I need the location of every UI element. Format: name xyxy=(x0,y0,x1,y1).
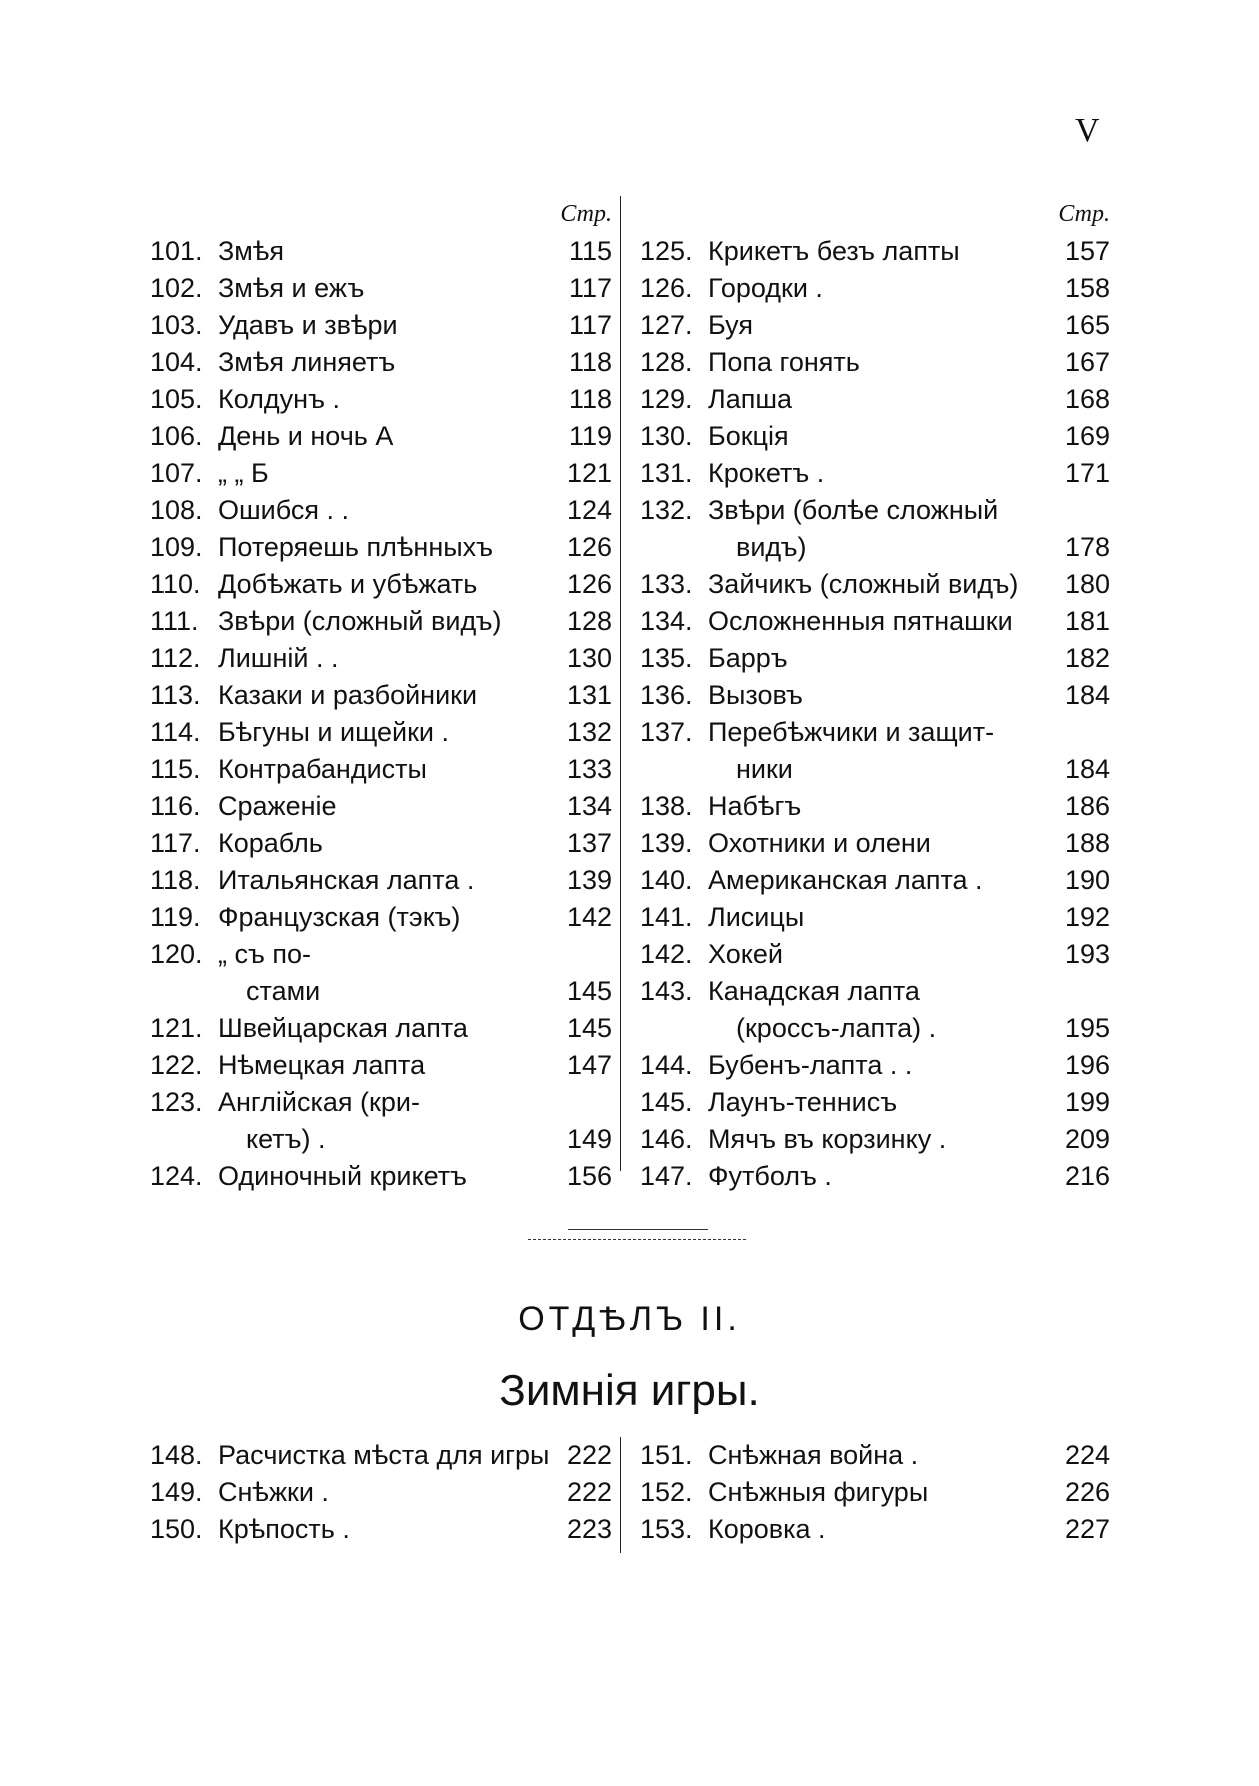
ornament-rule-top xyxy=(568,1229,708,1230)
entry-title: Городки . xyxy=(708,273,823,303)
entry-title: Удавъ и звѣри xyxy=(218,310,398,340)
entry-title: Бубенъ-лапта . . xyxy=(708,1050,913,1080)
entry-page: 196 xyxy=(1064,1050,1110,1080)
toc-entry xyxy=(150,381,612,418)
entry-title: Мячъ въ корзинку . xyxy=(708,1124,947,1154)
toc-entry xyxy=(150,603,612,640)
toc-entry xyxy=(150,233,612,270)
entry-number xyxy=(150,973,218,1010)
entry-number: 126. xyxy=(640,273,693,303)
toc-entry xyxy=(640,788,1110,825)
entry-title: стами xyxy=(246,976,321,1006)
toc-entry xyxy=(640,825,1110,862)
entry-number: 113. xyxy=(150,680,201,710)
toc-entry xyxy=(640,1084,1110,1121)
entry-title: Перебѣжчики и защит- xyxy=(708,717,995,747)
toc-entry xyxy=(150,899,612,936)
toc-entry xyxy=(640,751,1110,788)
entry-number: 141. xyxy=(640,902,693,932)
entry-number: 110. xyxy=(150,569,201,599)
entry-page xyxy=(1052,714,1110,751)
entry-number: 146. xyxy=(640,1124,693,1154)
toc-list-left xyxy=(150,233,612,1195)
entry-title: Потеряешь плѣнныхъ xyxy=(218,532,494,562)
entry-page: 165 xyxy=(1064,310,1110,340)
entry-number: 127. xyxy=(640,310,693,340)
toc-entry xyxy=(150,344,612,381)
entry-number: 129. xyxy=(640,384,693,414)
entry-number: 104. xyxy=(150,347,203,377)
toc-entry xyxy=(150,566,612,603)
entry-number: 125. xyxy=(640,236,693,266)
entry-title: Осложненныя пятнашки xyxy=(708,606,1013,636)
entry-title: „ „ Б xyxy=(218,458,269,488)
entry-number: 112. xyxy=(150,643,201,673)
entry-number: 145. xyxy=(640,1087,693,1117)
toc-entry xyxy=(150,714,612,751)
entry-number: 131. xyxy=(640,458,693,488)
toc-entry xyxy=(150,529,612,566)
entry-number: 101. xyxy=(150,236,203,266)
section-title: Зимнія игры. xyxy=(499,1366,760,1415)
toc-entry xyxy=(640,270,1110,307)
entry-number: 149. xyxy=(150,1477,203,1507)
toc-entry xyxy=(640,492,1110,529)
entry-title: Крѣпость . xyxy=(218,1514,350,1544)
entry-number: 140. xyxy=(640,865,693,895)
toc-entry xyxy=(150,973,612,1010)
entry-number: 103. xyxy=(150,310,203,340)
toc-entry xyxy=(150,825,612,862)
entry-page: 121 xyxy=(566,458,612,488)
entry-page xyxy=(554,1084,612,1121)
toc-entry xyxy=(640,418,1110,455)
entry-page: 184 xyxy=(1064,754,1110,784)
entry-number: 144. xyxy=(640,1050,693,1080)
entry-title: Снѣжная война . xyxy=(708,1440,919,1470)
entry-title: Сраженіе xyxy=(218,791,337,821)
entry-number: 134. xyxy=(640,606,693,636)
entry-title: Контрабандисты xyxy=(218,754,427,784)
toc-entry xyxy=(640,1010,1110,1047)
entry-page: 157 xyxy=(1064,236,1110,266)
winter-column-divider xyxy=(620,1437,621,1553)
entry-title: Лишній . . xyxy=(218,643,339,673)
winter-column-left xyxy=(150,1437,612,1548)
entry-number: 136. xyxy=(640,680,693,710)
entry-title: „ съ по- xyxy=(218,939,311,969)
entry-title: Расчистка мѣста для игры xyxy=(218,1440,550,1470)
entry-page: 227 xyxy=(1064,1514,1110,1544)
entry-page: 117 xyxy=(568,273,612,303)
entry-number xyxy=(640,529,708,566)
toc-entry xyxy=(150,640,612,677)
toc-entry xyxy=(640,936,1110,973)
entry-page: 199 xyxy=(1064,1087,1110,1117)
entry-number: 105. xyxy=(150,384,203,414)
winter-list-right xyxy=(640,1437,1110,1548)
toc-entry xyxy=(150,492,612,529)
entry-page: 115 xyxy=(568,236,612,266)
entry-page: 224 xyxy=(1064,1440,1110,1470)
entry-page: 193 xyxy=(1064,939,1110,969)
toc-entry xyxy=(150,788,612,825)
toc-entry xyxy=(640,973,1110,1010)
entry-page: 190 xyxy=(1064,865,1110,895)
entry-title: Французская (тэкъ) xyxy=(218,902,461,932)
entry-page: 142 xyxy=(566,902,612,932)
entry-number: 109. xyxy=(150,532,203,562)
str-header: Стр. xyxy=(1058,201,1110,227)
entry-title: Снѣжки . xyxy=(218,1477,329,1507)
entry-page: 117 xyxy=(568,310,612,340)
toc-entry xyxy=(150,1511,612,1548)
entry-title: Зайчикъ (сложный видъ) xyxy=(708,569,1019,599)
entry-number: 133. xyxy=(640,569,693,599)
toc-entry xyxy=(150,1010,612,1047)
toc-entry xyxy=(640,1158,1110,1195)
entry-number: 114. xyxy=(150,717,201,747)
entry-page: 118 xyxy=(568,347,612,377)
entry-number xyxy=(150,1121,218,1158)
entry-page: 139 xyxy=(566,865,612,895)
entry-number: 153. xyxy=(640,1514,693,1544)
entry-title: Охотники и олени xyxy=(708,828,931,858)
toc-entry xyxy=(640,603,1110,640)
toc-entry xyxy=(640,677,1110,714)
toc-column-left xyxy=(150,196,612,1195)
toc-entry xyxy=(150,1158,612,1195)
entry-title: Хокей xyxy=(708,939,783,969)
toc-entry xyxy=(640,566,1110,603)
entry-number: 117. xyxy=(150,828,201,858)
entry-number: 121. xyxy=(150,1013,203,1043)
entry-number: 148. xyxy=(150,1440,203,1470)
entry-title: Англійская (кри- xyxy=(218,1087,420,1117)
entry-title: Итальянская лапта . xyxy=(218,865,475,895)
entry-number: 122. xyxy=(150,1050,203,1080)
entry-page: 133 xyxy=(566,754,612,784)
entry-number: 118. xyxy=(150,865,201,895)
toc-entry xyxy=(150,455,612,492)
entry-page xyxy=(554,936,612,973)
entry-page: 126 xyxy=(566,569,612,599)
entry-number: 124. xyxy=(150,1161,203,1191)
entry-title: Футболъ . xyxy=(708,1161,832,1191)
toc-entry xyxy=(150,1437,612,1474)
entry-page: 167 xyxy=(1064,347,1110,377)
entry-title: ники xyxy=(736,754,793,784)
entry-page: 134 xyxy=(566,791,612,821)
entry-page: 126 xyxy=(566,532,612,562)
entry-number: 130. xyxy=(640,421,693,451)
entry-page: 192 xyxy=(1064,902,1110,932)
toc-entry xyxy=(150,418,612,455)
entry-title: Американская лапта . xyxy=(708,865,983,895)
entry-page: 149 xyxy=(566,1124,612,1154)
entry-page: 223 xyxy=(566,1514,612,1544)
toc-entry xyxy=(640,1511,1110,1548)
toc-entry xyxy=(150,270,612,307)
entry-title: Вызовъ xyxy=(708,680,803,710)
entry-page: 130 xyxy=(566,643,612,673)
entry-page xyxy=(1052,973,1110,1010)
entry-number: 150. xyxy=(150,1514,203,1544)
toc-entry xyxy=(640,1121,1110,1158)
entry-title: Змѣя xyxy=(218,236,285,266)
entry-number: 123. xyxy=(150,1087,203,1117)
toc-entry xyxy=(640,344,1110,381)
toc-entry xyxy=(150,862,612,899)
toc-entry xyxy=(640,714,1110,751)
entry-number: 138. xyxy=(640,791,693,821)
entry-number: 132. xyxy=(640,495,693,525)
entry-number: 137. xyxy=(640,717,693,747)
entry-title: Барръ xyxy=(708,643,788,673)
toc-entry xyxy=(640,381,1110,418)
toc-entry xyxy=(640,1047,1110,1084)
entry-title: Канадская лапта xyxy=(708,976,920,1006)
entry-page: 182 xyxy=(1064,643,1110,673)
entry-number: 135. xyxy=(640,643,693,673)
entry-page: 118 xyxy=(568,384,612,414)
entry-page: 222 xyxy=(566,1477,612,1507)
entry-title: Лапша xyxy=(708,384,793,414)
entry-page: 188 xyxy=(1064,828,1110,858)
entry-number: 147. xyxy=(640,1161,693,1191)
entry-title: Бѣгуны и ищейки . xyxy=(218,717,450,747)
entry-page: 209 xyxy=(1064,1124,1110,1154)
toc-entry xyxy=(150,936,612,973)
entry-page: 145 xyxy=(566,976,612,1006)
entry-title: Казаки и разбойники xyxy=(218,680,478,710)
entry-title: Нѣмецкая лапта xyxy=(218,1050,426,1080)
entry-page: 169 xyxy=(1064,421,1110,451)
toc-entry xyxy=(150,307,612,344)
entry-title: Змѣя и ежъ xyxy=(218,273,365,303)
toc-entry xyxy=(640,1474,1110,1511)
entry-number: 120. xyxy=(150,939,203,969)
entry-page: 171 xyxy=(1064,458,1110,488)
entry-page: 178 xyxy=(1064,532,1110,562)
entry-title: Буя xyxy=(708,310,753,340)
toc-entry xyxy=(640,640,1110,677)
entry-page: 158 xyxy=(1064,273,1110,303)
entry-title: Звѣри (болѣе сложный xyxy=(708,495,999,525)
entry-page: 128 xyxy=(566,606,612,636)
entry-page: 145 xyxy=(566,1013,612,1043)
entry-page: 186 xyxy=(1064,791,1110,821)
toc-entry xyxy=(640,1437,1110,1474)
entry-title: (кроссъ-лапта) . xyxy=(736,1013,937,1043)
entry-number: 106. xyxy=(150,421,203,451)
entry-page: 216 xyxy=(1064,1161,1110,1191)
entry-title: кетъ) . xyxy=(246,1124,326,1154)
entry-title: Крокетъ . xyxy=(708,458,825,488)
winter-list-left xyxy=(150,1437,612,1548)
entry-page: 132 xyxy=(566,717,612,747)
entry-page xyxy=(1052,492,1110,529)
entry-number: 152. xyxy=(640,1477,693,1507)
toc-entry xyxy=(640,233,1110,270)
entry-title: Коровка . xyxy=(708,1514,826,1544)
entry-number: 139. xyxy=(640,828,693,858)
entry-number: 102. xyxy=(150,273,203,303)
entry-title: видъ) xyxy=(736,532,807,562)
entry-page: 119 xyxy=(568,421,612,451)
entry-page: 168 xyxy=(1064,384,1110,414)
toc-entry xyxy=(640,862,1110,899)
page-number: V xyxy=(1075,112,1100,149)
entry-number: 143. xyxy=(640,976,693,1006)
entry-title: Звѣри (сложный видъ) xyxy=(218,606,502,636)
toc-entry xyxy=(150,1084,612,1121)
toc-entry xyxy=(640,529,1110,566)
entry-title: Змѣя линяетъ xyxy=(218,347,396,377)
entry-number xyxy=(640,751,708,788)
entry-page: 156 xyxy=(566,1161,612,1191)
entry-page: 184 xyxy=(1064,680,1110,710)
str-header: Стр. xyxy=(560,201,612,227)
entry-page: 195 xyxy=(1064,1013,1110,1043)
entry-page: 131 xyxy=(566,680,612,710)
entry-page: 226 xyxy=(1064,1477,1110,1507)
entry-number: 116. xyxy=(150,791,201,821)
entry-number: 115. xyxy=(150,754,201,784)
entry-title: Одиночный крикетъ xyxy=(218,1161,467,1191)
entry-page: 147 xyxy=(566,1050,612,1080)
toc-entry xyxy=(150,751,612,788)
toc-list-right xyxy=(640,233,1110,1195)
toc-entry xyxy=(150,677,612,714)
toc-entry xyxy=(640,307,1110,344)
entry-number: 151. xyxy=(640,1440,693,1470)
entry-title: Ошибся . . xyxy=(218,495,350,525)
entry-number: 107. xyxy=(150,458,203,488)
entry-number: 142. xyxy=(640,939,693,969)
entry-number: 108. xyxy=(150,495,203,525)
toc-entry xyxy=(150,1121,612,1158)
entry-title: Набѣгъ xyxy=(708,791,802,821)
entry-title: Крикетъ безъ лапты xyxy=(708,236,960,266)
entry-number: 119. xyxy=(150,902,201,932)
column-divider xyxy=(620,196,621,1171)
entry-page: 137 xyxy=(566,828,612,858)
entry-number xyxy=(640,1010,708,1047)
section-label: ОТДѢЛЪ II. xyxy=(518,1300,741,1338)
entry-title: День и ночь А xyxy=(218,421,394,451)
winter-column-right xyxy=(640,1437,1110,1548)
entry-title: Корабль xyxy=(218,828,323,858)
ornament-rule-bottom xyxy=(528,1239,746,1240)
entry-title: Колдунъ . xyxy=(218,384,340,414)
entry-title: Снѣжныя фигуры xyxy=(708,1477,929,1507)
entry-title: Бокція xyxy=(708,421,789,451)
entry-page: 181 xyxy=(1064,606,1110,636)
entry-title: Лаунъ-теннисъ xyxy=(708,1087,898,1117)
entry-title: Лисицы xyxy=(708,902,805,932)
entry-title: Попа гонять xyxy=(708,347,860,377)
toc-entry xyxy=(640,455,1110,492)
entry-title: Швейцарская лапта xyxy=(218,1013,468,1043)
entry-page: 222 xyxy=(566,1440,612,1470)
toc-column-right xyxy=(640,196,1110,1195)
entry-page: 180 xyxy=(1064,569,1110,599)
entry-number: 128. xyxy=(640,347,693,377)
toc-entry xyxy=(150,1047,612,1084)
toc-entry xyxy=(150,1474,612,1511)
entry-title: Добѣжать и убѣжать xyxy=(218,569,478,599)
toc-entry xyxy=(640,899,1110,936)
entry-page: 124 xyxy=(566,495,612,525)
entry-number: 111. xyxy=(150,606,199,636)
